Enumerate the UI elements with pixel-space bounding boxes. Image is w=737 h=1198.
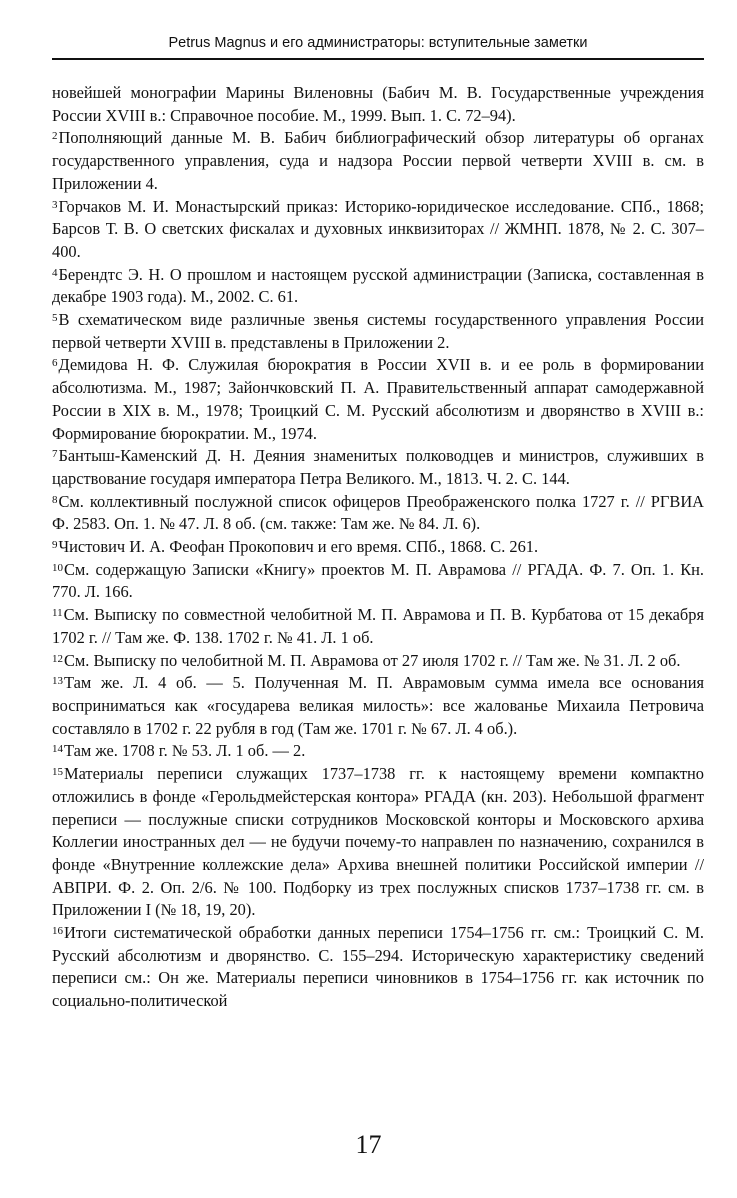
footnote-number: 9 xyxy=(52,539,58,552)
footnote-text: Материалы переписи служащих 1737–1738 гг. к настоящему времени компактно отложились в фонде «Герольдмейстерская контора» РГАДА (кн. 203). Небольшой фрагмент переписи — послужные списки сотрудников Московской конторы и Московского архива Коллегии иностранных дел — не будучи почему-то направлен по назначению, сохранился в фонде «Внутренние коллежские дела» Архива внешней политики Российской империи // АВПРИ. Ф. 2. Оп. 2/6. № 100. Подборку из трех послужных списков 1737–1738 гг. см. в Приложении I (№ 18, 19, 20). xyxy=(52,764,704,920)
running-head: Petrus Magnus и его администраторы: вступительные заметки xyxy=(168,35,588,51)
footnote-number: 7 xyxy=(52,448,58,461)
footnote-number: 2 xyxy=(52,130,58,143)
footnote-15 xyxy=(52,763,704,922)
footnote-number: 15 xyxy=(52,766,63,779)
footnote-text: Чистович И. А. Феофан Прокопович и его время. СПб., 1868. С. 261. xyxy=(58,537,539,557)
footnote-3 xyxy=(52,196,704,264)
footnote-12 xyxy=(52,650,704,673)
footnote-text: новейшей монографии Марины Виленовны (Бабич М. В. Государственные учреждения России XVIII в.: Справочное пособие. М., 1999. Вып. 1. С. 72–94). xyxy=(52,83,704,125)
footnote-text: Там же. 1708 г. № 53. Л. 1 об. — 2. xyxy=(64,741,306,761)
footnote-number: 13 xyxy=(52,675,63,688)
footnote-text: Берендтс Э. Н. О прошлом и настоящем русской администрации (Записка, составленная в декабре 1903 года). М., 2002. С. 61. xyxy=(52,264,704,307)
footnote-2 xyxy=(52,127,704,195)
footnote-text: В схематическом виде различные звенья системы государственного управления России первой четверти XVIII в. представлены в Приложении 2. xyxy=(52,310,704,352)
footnote-number: 6 xyxy=(52,357,58,370)
footnote-number: 5 xyxy=(52,312,58,325)
footnote-number: 4 xyxy=(52,266,58,279)
footnote-text: См. коллективный послужной список офицеров Преображенского полка 1727 г. // РГВИА Ф. 2583. Оп. 1. № 47. Л. 8 об. (см. также: Там же. № 84. Л. 6). xyxy=(52,491,704,534)
footnote-text: См. Выписку по челобитной М. П. Аврамова от 27 июля 1702 г. // Там же. № 31. Л. 2 об. xyxy=(64,650,681,670)
footnote-number: 8 xyxy=(52,493,58,506)
footnote-5 xyxy=(52,309,704,354)
footnote-text: Пополняющий данные М. В. Бабич библиографический обзор литературы об органах государственного управления, суда и надзора России первой четверти XVIII в. см. в Приложении 4. xyxy=(52,128,704,193)
footnote-number: 12 xyxy=(52,652,63,665)
footnote-text: Там же. Л. 4 об. — 5. Полученная М. П. Аврамовым сумма имела все основания восприниматься как «государева великая милость»: все жалованье Михаила Петровича составляло в 1702 г. 22 рубля в год (Там же. 1701 г. № 67. Л. 4 об.). xyxy=(52,673,704,738)
footnote-6 xyxy=(52,354,704,445)
footnote-number: 11 xyxy=(52,607,63,620)
footnote-10 xyxy=(52,559,704,604)
footnote-text: Итоги систематической обработки данных переписи 1754–1756 гг. см.: Троицкий С. М. Русский абсолютизм и дворянство. С. 155–294. Историческую характеристику сведений переписи см.: Он же. Материалы переписи чиновников в 1754–1756 гг. как источник по социально-политической xyxy=(52,923,704,1011)
footnote-number: 16 xyxy=(52,925,63,938)
footnote-text: См. Выписку по совместной челобитной М. П. Аврамова и П. В. Курбатова от 15 декабря 1702 г. // Там же. Ф. 138. 1702 г. № 41. Л. 1 об. xyxy=(52,605,704,647)
footnote-continuation xyxy=(52,82,704,127)
footnote-text: Бантыш-Каменский Д. Н. Деяния знаменитых полководцев и министров, служивших в царствование государя императора Петра Великого. М., 1813. Ч. 2. С. 144. xyxy=(52,446,704,488)
page-number: 17 xyxy=(355,1130,382,1159)
footnote-text: См. содержащую Записки «Книгу» проектов М. П. Аврамова // РГАДА. Ф. 7. Оп. 1. Кн. 770. Л. 166. xyxy=(52,559,704,602)
footnote-16 xyxy=(52,922,704,1013)
footnotes xyxy=(52,82,704,1013)
footnote-text: Горчаков М. И. Монастырский приказ: Историко-юридическое исследование. СПб., 1868; Барсов Т. В. О светских фискалах и духовных инквизиторах // ЖМНП. 1878, № 2. С. 307–400. xyxy=(52,196,704,261)
footnote-4 xyxy=(52,264,704,309)
footnote-text: Демидова Н. Ф. Служилая бюрократия в России XVII в. и ее роль в формировании абсолютизма. М., 1987; Зайончковский П. А. Правительственный аппарат самодержавной России в XIX в. М., 1978; Троицкий С. М. Русский абсолютизм и дворянство в XVIII в.: Формирование бюрократии. М., 1974. xyxy=(52,355,704,443)
footnote-11 xyxy=(52,604,704,649)
footnote-7 xyxy=(52,445,704,490)
header-rule xyxy=(52,58,704,60)
footnote-14 xyxy=(52,740,704,763)
footnote-number: 3 xyxy=(52,198,58,211)
footnote-9 xyxy=(52,536,704,559)
footnote-number: 10 xyxy=(52,561,63,574)
footnote-13 xyxy=(52,672,704,740)
footnote-number: 14 xyxy=(52,743,63,756)
footnote-8 xyxy=(52,491,704,536)
